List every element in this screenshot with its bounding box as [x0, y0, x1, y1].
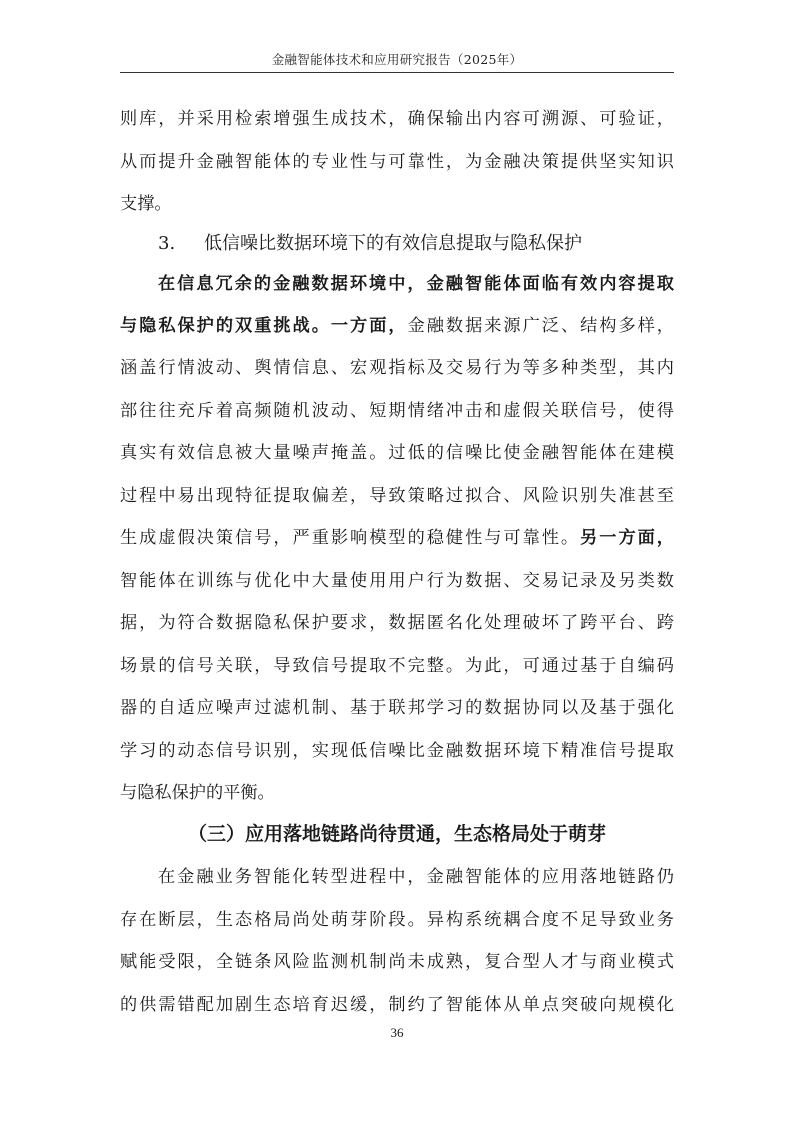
text-line — [120, 315, 674, 337]
emphasis-text: 另一方面， — [580, 528, 674, 548]
emphasis-text: 与隐私保护的双重挑战。一方面， — [120, 316, 408, 336]
section-title: （三）应用落地链路尚待贯通，生态格局处于萌芽 — [187, 823, 606, 845]
body-text: 金融数据来源广泛、结构多样， — [407, 316, 674, 336]
text-line: 涵盖行情波动、舆情信息、宏观指标及交易行为等多种类型，其内 — [120, 358, 674, 378]
header-divider — [120, 72, 674, 73]
text-line: 场景的信号关联，导致信号提取不完整。为此，可通过基于自编码 — [120, 656, 674, 676]
subheading-number: 3. — [158, 233, 176, 254]
text-line: 据，为符合数据隐私保护要求，数据匿名化处理破坏了跨平台、跨 — [120, 613, 674, 633]
text-line-bold: 在信息冗余的金融数据环境中，金融智能体面临有效内容提取 — [158, 274, 674, 294]
subheading-text: 低信噪比数据环境下的有效信息提取与隐私保护 — [204, 233, 582, 254]
text-line: 在金融业务智能化转型进程中，金融智能体的应用落地链路仍 — [158, 867, 674, 887]
page-number: 36 — [390, 1025, 404, 1040]
text-line: 存在断层，生态格局尚处萌芽阶段。异构系统耦合度不足导致业务 — [120, 910, 674, 930]
text-line: 与隐私保护的平衡。 — [120, 783, 275, 803]
text-line: 器的自适应噪声过滤机制、基于联邦学习的数据协同以及基于强化 — [120, 698, 674, 718]
text-line: 过程中易出现特征提取偏差，导致策略过拟合、风险识别失准甚至 — [120, 486, 674, 506]
text-line: 学习的动态信号识别，实现低信噪比金融数据环境下精准信号提取 — [120, 741, 674, 761]
text-line: 则库，并采用检索增强生成技术，确保输出内容可溯源、可验证， — [120, 109, 674, 129]
body-text: 生成虚假决策信号，严重影响模型的稳健性与可靠性。 — [120, 528, 581, 548]
text-line: 真实有效信息被大量噪声掩盖。过低的信噪比使金融智能体在建模 — [120, 443, 674, 463]
text-line: 智能体在训练与优化中大量使用用户行为数据、交易记录及另类数 — [120, 571, 674, 591]
text-line: 从而提升金融智能体的专业性与可靠性，为金融决策提供坚实知识 — [120, 152, 674, 172]
text-line: 支撑。 — [120, 194, 172, 214]
header-title: 金融智能体技术和应用研究报告（2025年） — [271, 52, 523, 67]
text-line — [120, 527, 674, 549]
text-line: 部往往充斥着高频随机波动、短期情绪冲击和虚假关联信号，使得 — [120, 401, 674, 421]
subheading — [158, 233, 582, 255]
text-line: 的供需错配加剧生态培育迟缓，制约了智能体从单点突破向规模化 — [120, 995, 674, 1015]
text-line: 赋能受限，全链条风险监测机制尚未成熟，复合型人才与商业模式 — [120, 952, 674, 972]
